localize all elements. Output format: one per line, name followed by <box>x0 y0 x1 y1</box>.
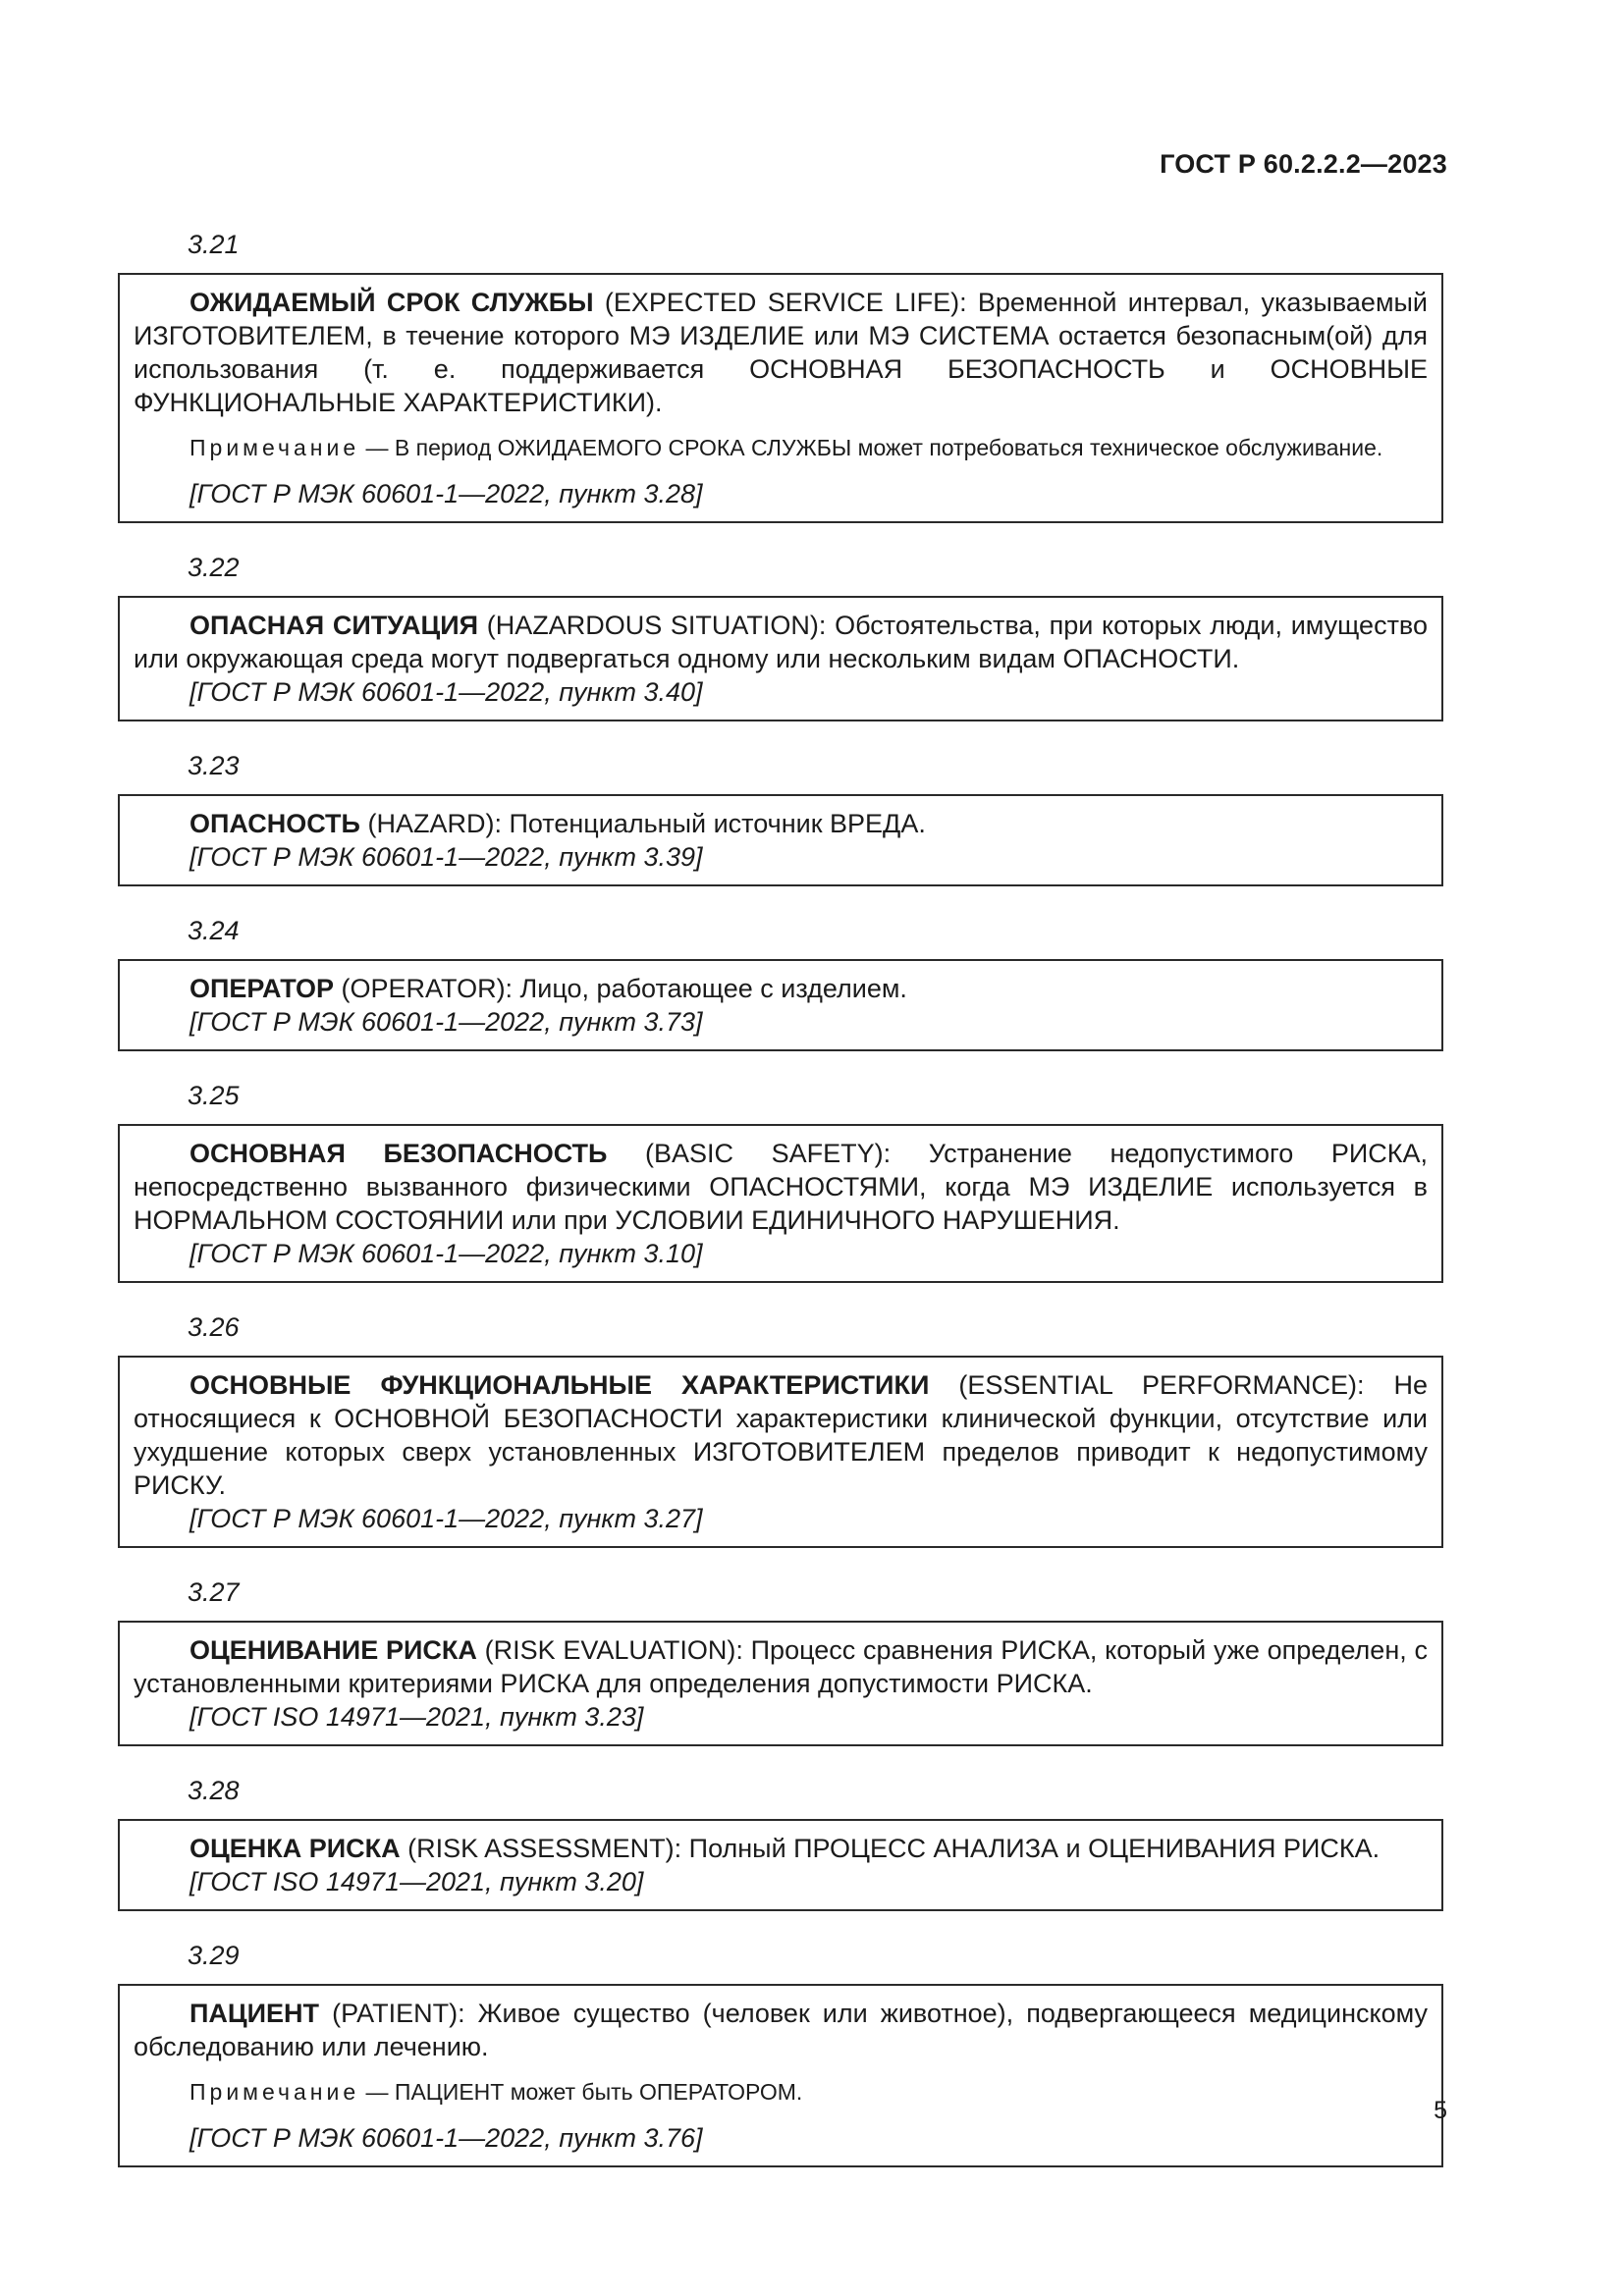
term-source: [ГОСТ Р МЭК 60601-1—2022, пункт 3.27] <box>189 1504 703 1533</box>
term-number: 3.25 <box>188 1081 240 1110</box>
note-label: Примечание <box>189 435 360 460</box>
term-name: ОЦЕНИВАНИЕ РИСКА <box>189 1635 477 1665</box>
term-definition <box>134 609 1428 675</box>
term-text: (OPERATOR): Лицо, работающее с изделием. <box>334 974 907 1003</box>
term-text: (HAZARDOUS SITUATION): Обстоятельства, при которых люди, имущество или окружающая среда могут подвергаться одному или нескольким видам ОПАСНОСТИ. <box>134 611 1428 673</box>
term-source: [ГОСТ Р МЭК 60601-1—2022, пункт 3.73] <box>189 1007 703 1037</box>
term-entry <box>118 228 1443 523</box>
term-source: [ГОСТ Р МЭК 60601-1—2022, пункт 3.10] <box>189 1239 703 1268</box>
term-source: [ГОСТ Р МЭК 60601-1—2022, пункт 3.28] <box>189 479 703 508</box>
term-name: ОЖИДАЕМЫЙ СРОК СЛУЖБЫ <box>189 288 594 317</box>
term-source: [ГОСТ Р МЭК 60601-1—2022, пункт 3.76] <box>189 2123 703 2153</box>
term-source: [ГОСТ ISO 14971—2021, пункт 3.20] <box>189 1867 644 1896</box>
page-number: 5 <box>1434 2097 1447 2124</box>
term-box <box>118 1621 1443 1746</box>
term-box <box>118 1124 1443 1283</box>
term-source: [ГОСТ Р МЭК 60601-1—2022, пункт 3.40] <box>189 677 703 707</box>
document-code: ГОСТ Р 60.2.2.2—2023 <box>1160 149 1447 179</box>
term-box <box>118 273 1443 523</box>
term-box <box>118 959 1443 1051</box>
term-name: ПАЦИЕНТ <box>189 1999 320 2028</box>
term-number: 3.27 <box>188 1577 240 1607</box>
term-text: (BASIC SAFETY): Устранение недопустимого РИСКА, непосредственно вызванного физическими ОПАСНОСТЯМИ, когда МЭ ИЗДЕЛИЕ используется в НОРМАЛЬНОМ СОСТОЯНИИ или при УСЛОВИИ ЕДИНИЧНОГО НАРУШЕНИЯ. <box>134 1139 1428 1235</box>
term-name: ОПАСНАЯ СИТУАЦИЯ <box>189 611 479 640</box>
term-number: 3.26 <box>188 1312 240 1342</box>
note-text: — В период ОЖИДАЕМОГО СРОКА СЛУЖБЫ может потребоваться техническое обслуживание. <box>359 435 1383 460</box>
term-definition <box>134 1832 1428 1865</box>
term-definition <box>134 1368 1428 1502</box>
term-name: ОЦЕНКА РИСКА <box>189 1834 401 1863</box>
term-box <box>118 1984 1443 2167</box>
term-box <box>118 1819 1443 1911</box>
term-text: (RISK ASSESSMENT): Полный ПРОЦЕСС АНАЛИЗА и ОЦЕНИВАНИЯ РИСКА. <box>400 1834 1380 1863</box>
term-name: ОСНОВНАЯ БЕЗОПАСНОСТЬ <box>189 1139 608 1168</box>
term-definition <box>134 1997 1428 2063</box>
terms-list <box>118 228 1443 2195</box>
term-note <box>134 433 1428 463</box>
term-number: 3.28 <box>188 1776 240 1805</box>
term-entry <box>118 1575 1443 1746</box>
term-number: 3.21 <box>188 230 240 259</box>
term-definition <box>134 286 1428 419</box>
term-entry <box>118 551 1443 721</box>
term-definition <box>134 972 1428 1005</box>
note-text: — ПАЦИЕНТ может быть ОПЕРАТОРОМ. <box>359 2079 803 2105</box>
term-number: 3.23 <box>188 751 240 780</box>
term-definition <box>134 807 1428 840</box>
term-source: [ГОСТ ISO 14971—2021, пункт 3.23] <box>189 1702 644 1732</box>
term-entry <box>118 1310 1443 1548</box>
term-number: 3.29 <box>188 1941 240 1970</box>
term-definition <box>134 1633 1428 1700</box>
term-number: 3.22 <box>188 553 240 582</box>
term-text: (ESSENTIAL PERFORMANCE): Не относящиеся к ОСНОВНОЙ БЕЗОПАСНОСТИ характеристики клинической функции, отсутствие или ухудшение которых сверх установленных ИЗГОТОВИТЕЛЕМ пределов приводит к недопустимому РИСКУ. <box>134 1370 1428 1500</box>
term-entry <box>118 1774 1443 1911</box>
term-note <box>134 2077 1428 2108</box>
term-entry <box>118 1079 1443 1283</box>
term-name: ОПАСНОСТЬ <box>189 809 360 838</box>
term-entry <box>118 749 1443 886</box>
term-number: 3.24 <box>188 916 240 945</box>
term-text: (RISK EVALUATION): Процесс сравнения РИСКА, который уже определен, с установленными критериями РИСКА для определения допустимости РИСКА. <box>134 1635 1428 1698</box>
term-name: ОПЕРАТОР <box>189 974 335 1003</box>
term-text: (EXPECTED SERVICE LIFE): Временной интервал, указываемый ИЗГОТОВИТЕЛЕМ, в течение которого МЭ ИЗДЕЛИЕ или МЭ СИСТЕМА остается безопасным(ой) для использования (т. е. поддерживается ОСНОВНАЯ БЕЗОПАСНОСТЬ и ОСНОВНЫЕ ФУНКЦИОНАЛЬНЫЕ ХАРАКТЕРИСТИКИ). <box>134 288 1428 417</box>
note-label: Примечание <box>189 2079 360 2105</box>
term-name: ОСНОВНЫЕ ФУНКЦИОНАЛЬНЫЕ ХАРАКТЕРИСТИКИ <box>189 1370 930 1400</box>
term-text: (HAZARD): Потенциальный источник ВРЕДА. <box>359 809 926 838</box>
term-box <box>118 596 1443 721</box>
term-text: (PATIENT): Живое существо (человек или животное), подвергающееся медицинскому обследованию или лечению. <box>134 1999 1428 2061</box>
term-box <box>118 794 1443 886</box>
term-entry <box>118 1939 1443 2167</box>
term-source: [ГОСТ Р МЭК 60601-1—2022, пункт 3.39] <box>189 842 703 872</box>
term-definition <box>134 1137 1428 1237</box>
term-box <box>118 1356 1443 1548</box>
term-entry <box>118 914 1443 1051</box>
